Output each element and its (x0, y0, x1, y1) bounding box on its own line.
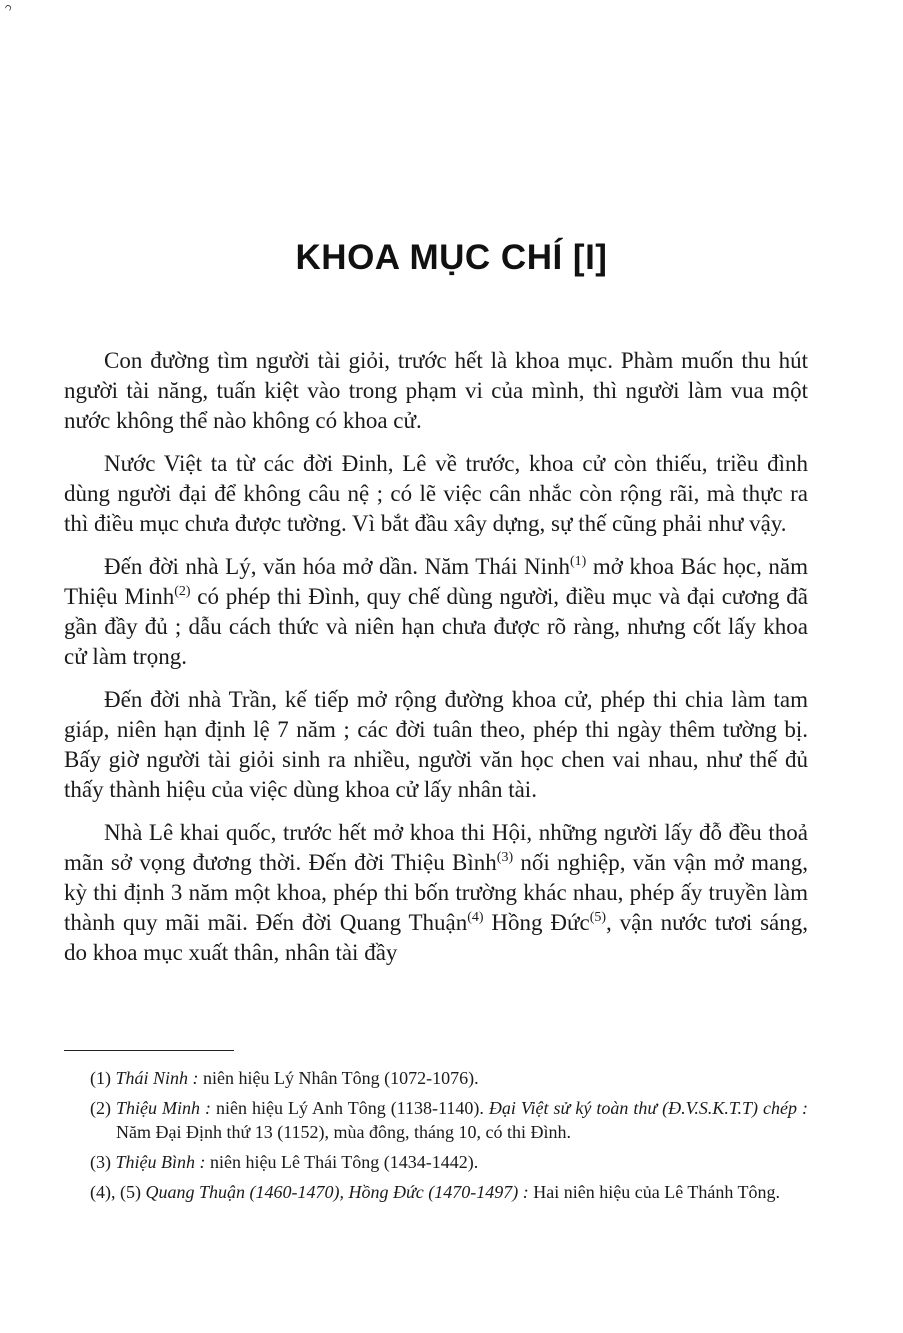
footnote-ref-2[interactable]: (2) (174, 584, 191, 599)
footnote-text: niên hiệu Lý Nhân Tông (1072-1076). (198, 1068, 479, 1088)
paragraph-5-text-d: , vận nước tươi sáng, do khoa mục xuất thân, nhân tài đầy (64, 910, 808, 965)
footnote-ref-3[interactable]: (3) (496, 850, 514, 865)
footnotes (92, 1066, 808, 1210)
paragraph-2: Nước Việt ta từ các đời Đinh, Lê về trước, khoa cử còn thiếu, triều đình dùng người đại để không câu nệ ; có lẽ việc cân nhắc còn rộng rãi, mà thực ra thì điều mục chưa được tường. Vì bắt đầu xây dựng, sự thế cũng phải như vậy. (64, 451, 808, 536)
footnote-2 (92, 1096, 808, 1144)
paragraph-5-text-b: nối nghiệp, văn vận mở mang, kỳ thi định 3 năm một khoa, phép thi bốn trường khác nhau, phép ấy truyền làm thành quy mãi mãi. Đến đời Quang Thuận (64, 850, 808, 935)
footnote-ref-5[interactable]: (5) (589, 910, 607, 925)
footnote-mark: (4), (5) (90, 1182, 141, 1202)
footnote-ref-4[interactable]: (4) (467, 910, 484, 925)
paragraph-5-text-c: Hồng Đức (483, 910, 590, 935)
footnote-term: Thái Ninh : (115, 1068, 199, 1088)
footnote-mark: (2) (90, 1098, 111, 1118)
footnote-text: Hai niên hiệu của Lê Thánh Tông. (528, 1182, 781, 1202)
paragraph-3-text-b: mở khoa Bác học, năm Thiệu Minh (64, 554, 809, 609)
chapter-title: KHOA MỤC CHÍ [I] (295, 238, 608, 277)
footnote-text-2: Năm Đại Định thứ 13 (1152), mùa đông, tháng 10, có thi Đình. (116, 1122, 572, 1142)
footnote-3 (92, 1150, 808, 1174)
footnote-mark: (3) (90, 1152, 111, 1172)
footnote-divider (64, 1050, 234, 1051)
paragraph-1: Con đường tìm người tài giỏi, trước hết là khoa mục. Phàm muốn thu hút người tài năng, tuấn kiệt vào trong phạm vi của mình, thì người làm vua một nước không thể nào không có khoa cử. (64, 348, 808, 433)
footnote-1 (92, 1066, 808, 1090)
paragraph-5-text-a: Nhà Lê khai quốc, trước hết mở khoa thi Hội, những người lấy đỗ đều thoả mãn sở vọng đương thời. Đến đời Thiệu Bình (64, 820, 808, 875)
paragraph-3 (64, 552, 808, 672)
footnote-text: niên hiệu Lý Anh Tông (1138-1140). (211, 1098, 489, 1118)
footnote-text: niên hiệu Lê Thái Tông (1434-1442). (205, 1152, 479, 1172)
body-text (64, 346, 808, 981)
corner-mark: ↄ (2, 2, 15, 13)
footnote-4-5 (92, 1180, 808, 1204)
footnote-term: Thiệu Minh : (116, 1098, 212, 1118)
footnote-term: Thiệu Bình : (115, 1152, 206, 1172)
paragraph-3-text-a: Đến đời nhà Lý, văn hóa mở dần. Năm Thái Ninh (104, 554, 570, 579)
footnote-source: Đại Việt sử ký toàn thư (Đ.V.S.K.T.T) chép : (488, 1098, 808, 1118)
paragraph-3-text-c: có phép thi Đình, quy chế dùng người, điều mục và đại cương đã gần đầy đủ ; dẫu cách thức và niên hạn chưa được rõ ràng, nhưng cốt lấy khoa cử làm trọng. (64, 584, 808, 669)
paragraph-4: Đến đời nhà Trần, kế tiếp mở rộng đường khoa cử, phép thi chia làm tam giáp, niên hạn định lệ 7 năm ; các đời tuân theo, phép thi ngày thêm tường bị. Bấy giờ người tài giỏi sinh ra nhiều, người văn học chen vai nhau, như thế đủ thấy thành hiệu của việc dùng khoa cử lấy nhân tài. (64, 687, 808, 802)
footnote-mark: (1) (90, 1068, 111, 1088)
footnote-term: Quang Thuận (1460-1470), Hồng Đức (1470-1497) : (145, 1182, 529, 1202)
footnote-ref-1[interactable]: (1) (569, 554, 587, 569)
paragraph-5 (64, 818, 808, 968)
